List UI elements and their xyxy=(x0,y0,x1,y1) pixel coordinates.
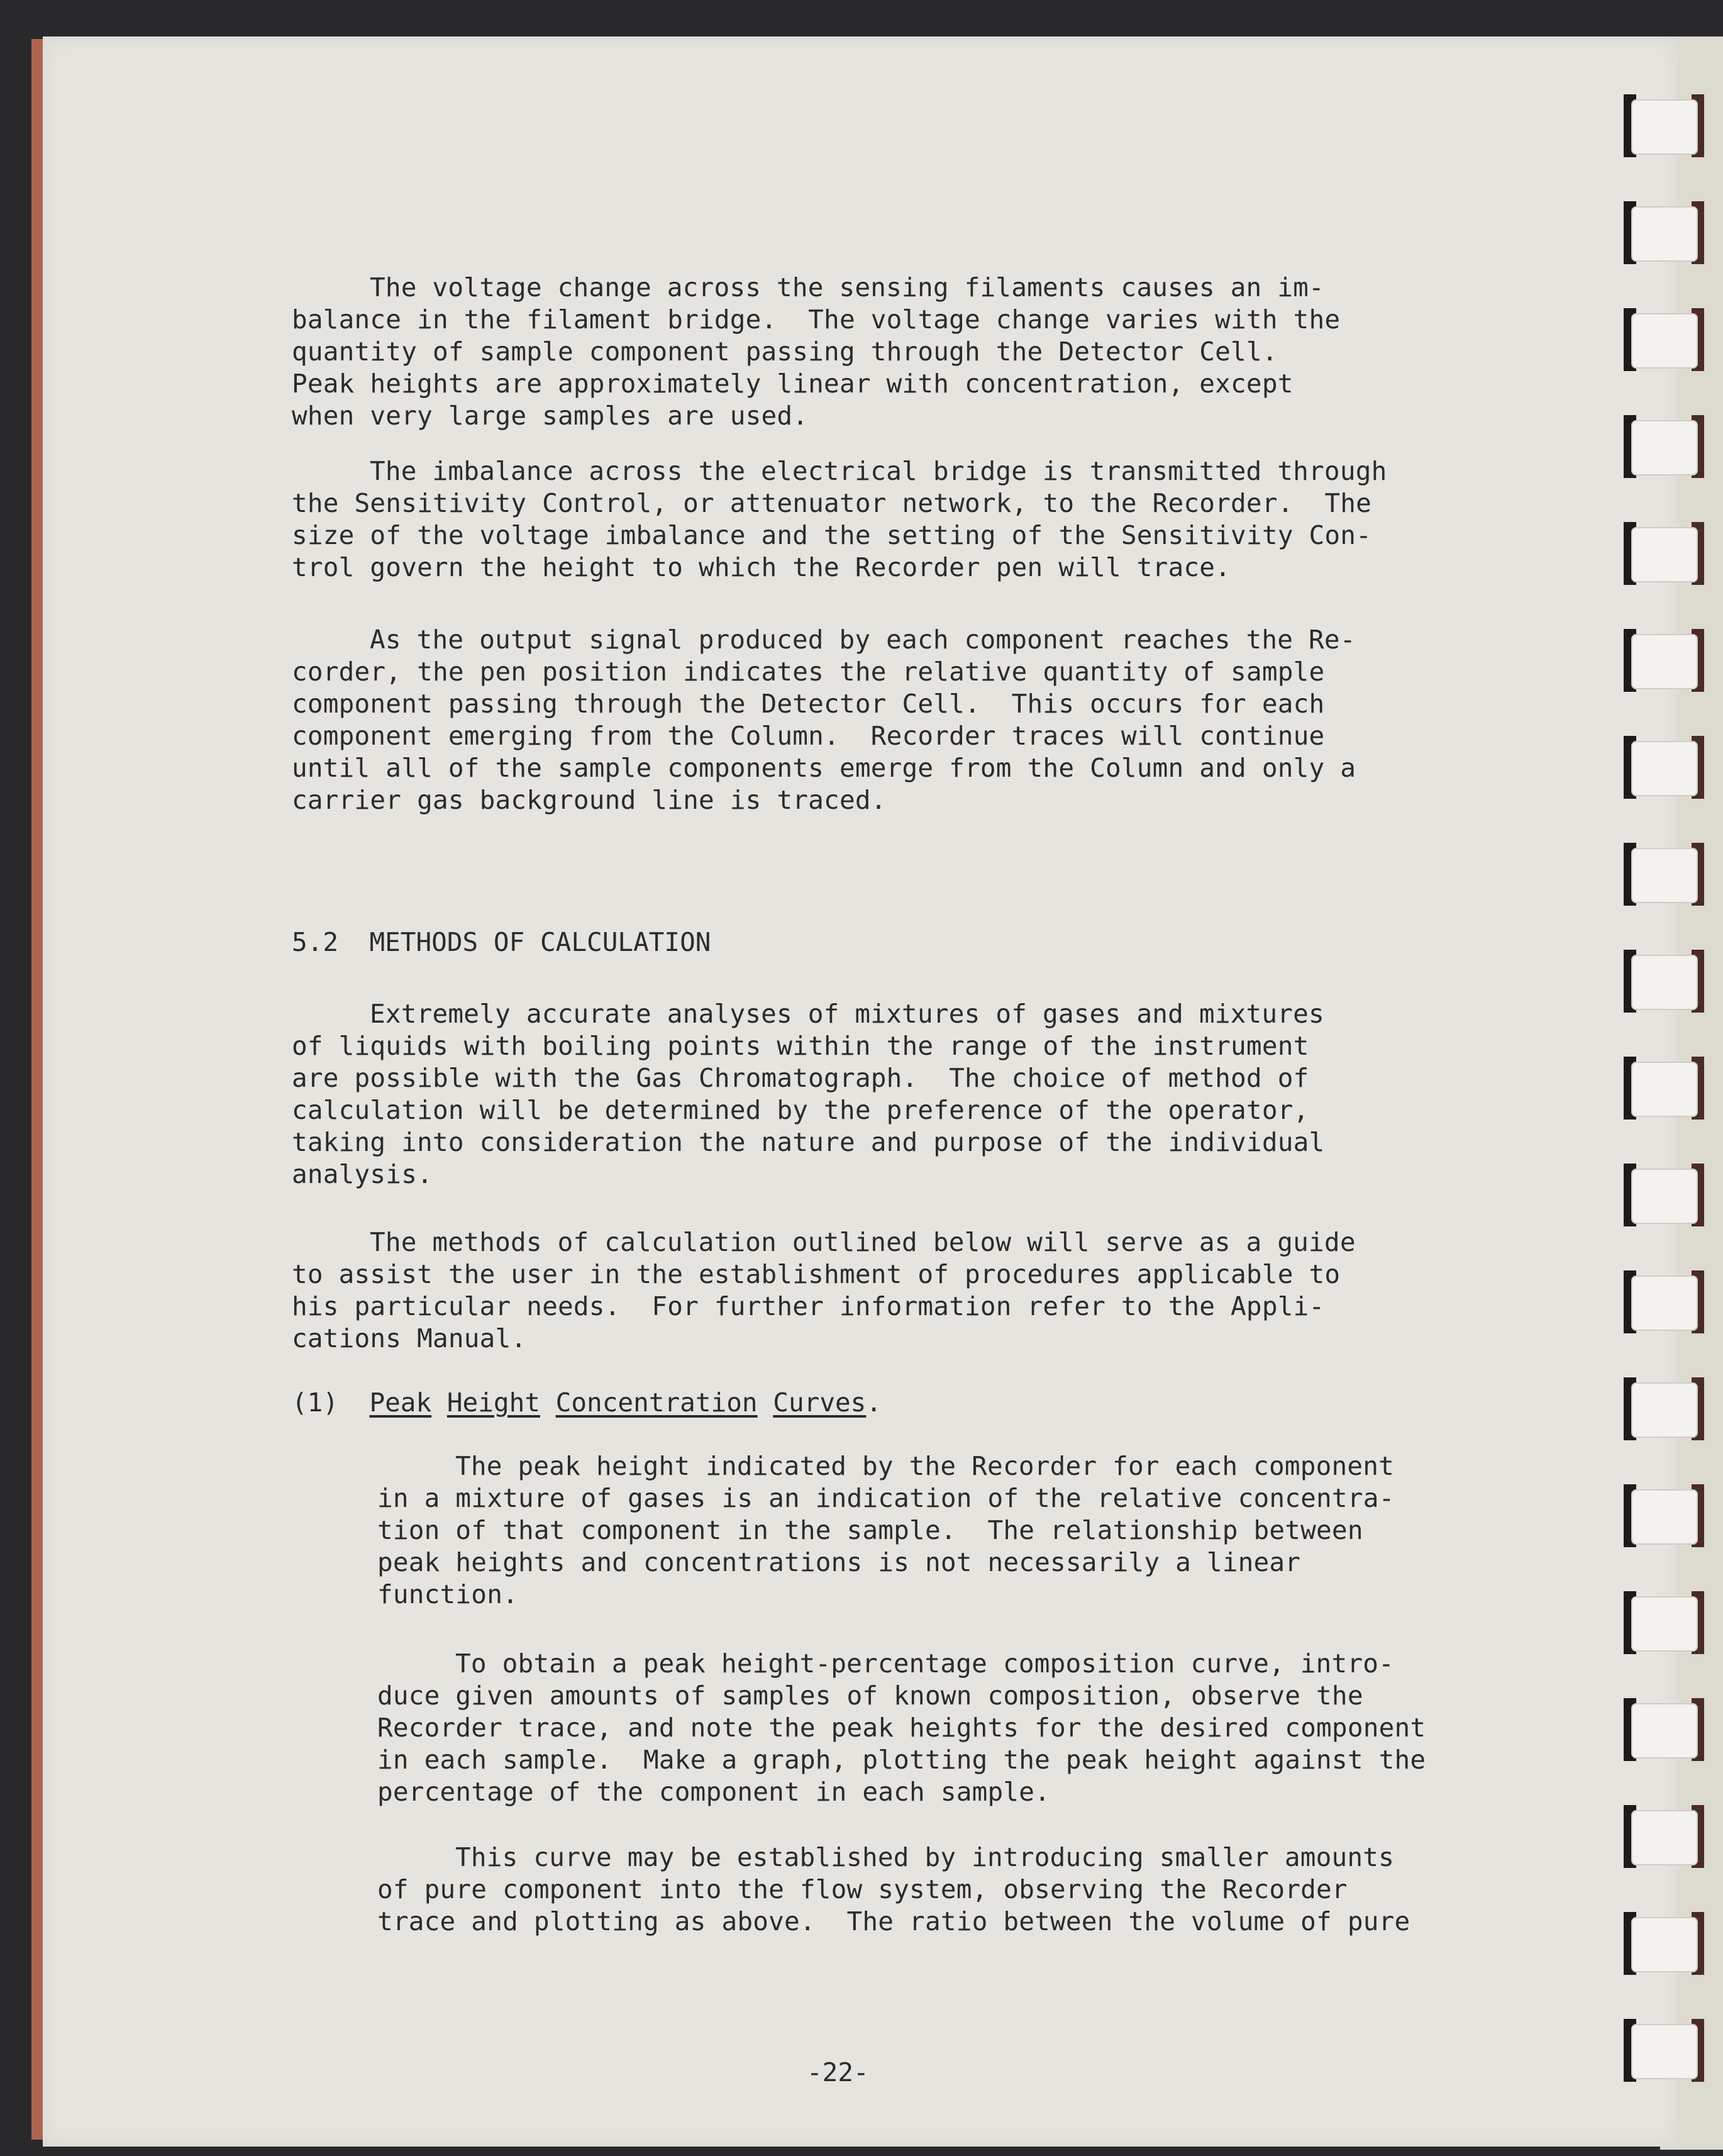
binding-ring xyxy=(1624,1698,1705,1761)
paragraph-peak-height: The peak height indicated by the Recorder for each component in a mixture of gases is an indication of the relative concentra- tion of that component in the sample. The relationship between peak heights and concentrations is not necessarily a linear function. xyxy=(377,1451,1395,1609)
binding-ring xyxy=(1624,1912,1705,1975)
binding-ring xyxy=(1624,1377,1705,1440)
binding-ring xyxy=(1624,1591,1705,1654)
paragraph-imbalance: The imbalance across the electrical bridge is transmitted through the Sensitivity Control, or attenuator network, to the Recorder. The size of the voltage imbalance and the setting of the Sensitivity Con- trol govern the height to which the Recorder pen will trace. xyxy=(292,456,1387,582)
binding-ring xyxy=(1624,415,1705,478)
item-heading xyxy=(292,1387,882,1419)
binding-ring xyxy=(1624,736,1705,799)
section-heading xyxy=(292,926,711,959)
binding-ring xyxy=(1624,2019,1705,2082)
binding-ring xyxy=(1624,94,1705,157)
binding-ring xyxy=(1624,308,1705,371)
item-title-word: Height xyxy=(446,1387,540,1418)
binding-ring xyxy=(1624,1057,1705,1120)
binding-ring xyxy=(1624,1484,1705,1547)
binding-ring xyxy=(1624,1805,1705,1868)
paragraph-pure-component: This curve may be established by introducing smaller amounts of pure component into the flow system, observing the Recorder trace and plotting as above. The ratio between the volume of pure xyxy=(377,1842,1410,1937)
item-title-word: Concentration xyxy=(555,1387,758,1418)
paragraph-obtain-curve: To obtain a peak height-percentage composition curve, intro- duce given amounts of samples of known composition, observe the Recorder trace, and note the peak heights for the desired component in each sample. Make a graph, plotting the peak height against the percentage of the component in each sample. xyxy=(377,1648,1426,1807)
page-number: -22- xyxy=(807,2057,869,2087)
binding-ring xyxy=(1624,843,1705,906)
binding-ring xyxy=(1624,1164,1705,1226)
paragraph-methods-guide: The methods of calculation outlined below will serve as a guide to assist the user in the establishment of procedures applicable to his particular needs. For further information refer to the Appli- cations Manual. xyxy=(292,1227,1356,1353)
binding-ring xyxy=(1624,201,1705,264)
section-title: METHODS OF CALCULATION xyxy=(369,927,711,957)
binding-ring xyxy=(1624,1270,1705,1333)
item-marker: (1) xyxy=(292,1387,339,1418)
binding-ring xyxy=(1624,522,1705,585)
binding-ring xyxy=(1624,629,1705,692)
paragraph-voltage-change: The voltage change across the sensing filaments causes an im- balance in the filament bridge. The voltage change varies with the quantity of sample component passing through the Detector Cell. Peak heights are approximately linear with concentration, except when very large samples are used. xyxy=(292,272,1341,431)
paragraph-accurate-analyses: Extremely accurate analyses of mixtures of gases and mixtures of liquids with boiling points within the range of the instrument are possible with the Gas Chromatograph. The choice of method of calculation will be determined by the preference of the operator, taking into consideration the nature and purpose of the individual analysis. xyxy=(292,999,1325,1189)
section-number: 5.2 xyxy=(292,927,339,957)
paragraph-output-signal: As the output signal produced by each component reaches the Re- corder, the pen position indicates the relative quantity of sample component passing through the Detector Cell. This occurs for each component emerging from the Column. Recorder traces will continue until all of the sample components emerge from the Column and only a carrier gas background line is traced. xyxy=(292,625,1356,815)
item-title-end: . xyxy=(866,1387,882,1418)
item-title-word: Curves xyxy=(773,1387,867,1418)
item-title-word: Peak xyxy=(369,1387,432,1418)
binding-ring xyxy=(1624,950,1705,1013)
